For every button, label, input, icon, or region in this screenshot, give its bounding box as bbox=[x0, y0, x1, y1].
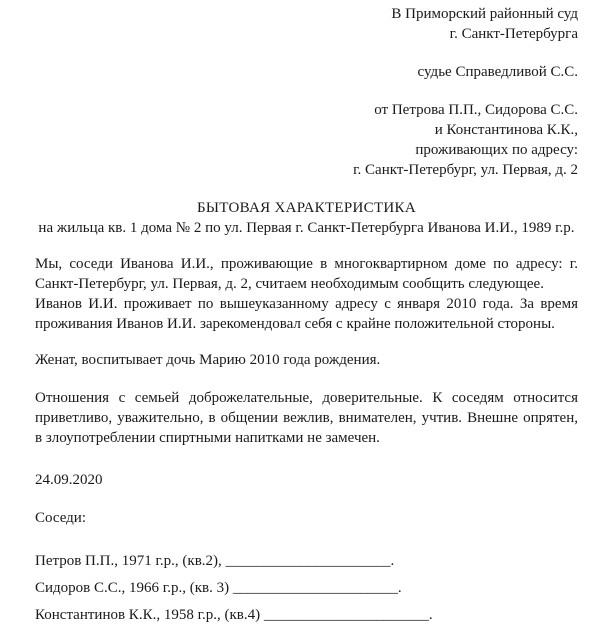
signature-line: Петров П.П., 1971 г.р., (кв.2), ______________________. bbox=[35, 553, 395, 569]
body-paragraph: Иванов И.И. проживает по вышеуказанному адресу с января 2010 года. За время проживания Иванов И.И. зарекомендовал себя с крайне положительной стороны. bbox=[35, 296, 578, 332]
court-city-line: г. Санкт-Петербурга bbox=[449, 26, 578, 42]
signature-line: Константинов К.К., 1958 г.р., (кв.4) ______________________. bbox=[35, 607, 433, 623]
body-paragraph: Женат, воспитывает дочь Марию 2010 года рождения. bbox=[35, 352, 381, 368]
from-line: и Константинова К.К., bbox=[434, 122, 578, 138]
signatures-block bbox=[35, 548, 578, 629]
signatures-label: Соседи: bbox=[35, 510, 87, 526]
title-block bbox=[35, 198, 578, 238]
document-title: БЫТОВАЯ ХАРАКТЕРИСТИКА bbox=[196, 200, 416, 216]
signature-line: Сидоров С.С., 1966 г.р., (кв. 3) ______________________. bbox=[35, 580, 402, 596]
document-subtitle: на жильца кв. 1 дома № 2 по ул. Первая г. Санкт-Петербурга Иванова И.И., 1989 г.р. bbox=[38, 220, 575, 236]
court-name-line: В Приморский районный суд bbox=[391, 6, 578, 22]
from-line: от Петрова П.П., Сидорова С.С. bbox=[374, 102, 578, 118]
body-paragraph: Отношения с семьей доброжелательные, доверительные. К соседям относится приветливо, уважительно, в общении вежлив, внимателен, учтив. Внешне опрятен, в злоупотреблении спиртными напитками не замечен. bbox=[35, 390, 578, 446]
body-paragraph: Мы, соседи Иванова И.И., проживающие в многоквартирном доме по адресу: г. Санкт-Петербург, ул. Первая, д. 2, считаем необходимым сообщить следующее. bbox=[35, 256, 578, 292]
from-line: проживающих по адресу: bbox=[415, 142, 578, 158]
document-date: 24.09.2020 bbox=[35, 472, 103, 488]
body-block bbox=[35, 254, 578, 448]
court-address-block bbox=[35, 4, 578, 180]
judge-line: судье Справедливой С.С. bbox=[417, 64, 578, 80]
from-line: г. Санкт-Петербург, ул. Первая, д. 2 bbox=[353, 162, 578, 178]
